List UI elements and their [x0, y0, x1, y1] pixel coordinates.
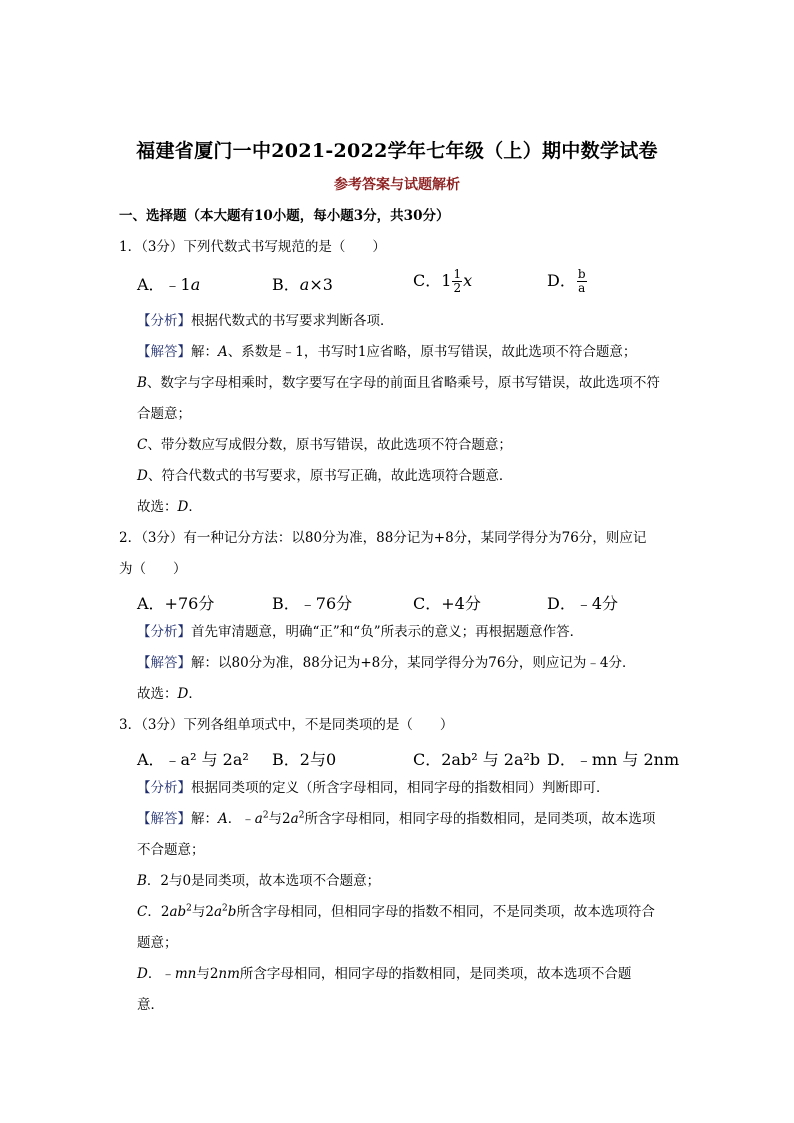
q3-answer-line-2: 不合题意； — [137, 842, 205, 858]
fraction: $\frac{1}{2}$ — [453, 267, 462, 295]
q2-stem-line-1: 2．（3分）有一种记分方法：以80分为准，88分记为+8分，某同学得分为76分，则应记 — [119, 530, 647, 546]
q3-answer-line-7: 意． — [137, 997, 164, 1013]
q3-answer-line-5: 题意； — [137, 935, 178, 951]
q3-option-a: A．﹣a² 与 2a² — [137, 750, 249, 769]
q3-option-d: D．﹣mn 与 2nm — [547, 750, 680, 769]
q1-analysis: 【分析】根据代数式的书写要求判断各项． — [137, 313, 394, 329]
q3-options — [0, 747, 794, 775]
q3-option-b: B．2与0 — [272, 750, 337, 769]
page-title: 福建省厦门一中2021-2022学年七年级（上）期中数学试卷 — [136, 140, 658, 162]
q1-answer-line-2: B、数字与字母相乘时，数字要写在字母的前面且省略乘号，原书写错误，故此选项不符 — [137, 375, 660, 391]
q1-answer-line-3: 合题意； — [137, 406, 191, 422]
q2-choice: 故选：D． — [137, 686, 202, 702]
q3-stem: 3．（3分）下列各组单项式中，不是同类项的是（ ） — [119, 717, 454, 733]
q3-answer-line-6: D．﹣mn与2nm所含字母相同，相同字母的指数相同，是同类项，故本选项不合题 — [137, 966, 632, 982]
q2-answer: 【解答】解：以80分为准，88分记为+8分，某同学得分为76分，则应记为﹣4分． — [137, 655, 636, 671]
q1-option-c: C．1 $\frac{1}{2}$ x — [413, 267, 473, 295]
q1-options — [0, 268, 794, 296]
q1-option-a: A．﹣1a — [137, 275, 201, 294]
section-heading: 一、选择题（本大题有10小题，每小题3分，共30分） — [119, 208, 450, 224]
q1-choice: 故选：D． — [137, 499, 202, 515]
q2-option-b: B．﹣76分 — [272, 594, 353, 613]
q1-answer-line-4: C、带分数应写成假分数，原书写错误，故此选项不符合题意； — [137, 437, 512, 453]
q1-option-d: D． $\frac{b}{a}$ — [547, 267, 586, 295]
q3-answer-line-1: 【解答】解：A．$﹣a^2$与$2a^2$所含字母相同，相同字母的指数相同，是同类项，故本选项 — [137, 810, 656, 827]
q3-answer-line-4: C．$2ab^2$与$2a^2b$所含字母相同，但相同字母的指数不相同，不是同类项，故本选项符合 — [137, 903, 655, 920]
fraction: $\frac{b}{a}$ — [577, 267, 586, 295]
q2-analysis: 【分析】首先审清题意，明确“正”和“负”所表示的意义；再根据题意作答． — [137, 624, 584, 640]
q1-stem: 1．（3分）下列代数式书写规范的是（ ） — [119, 239, 386, 255]
q1-option-b: B．a×3 — [272, 275, 333, 294]
q1-answer-line-1: 【解答】解：A、系数是﹣1，书写时1应省略，原书写错误，故此选项不符合题意； — [137, 344, 637, 360]
q2-option-d: D．﹣4分 — [547, 594, 619, 613]
q2-option-a: A．+76分 — [137, 594, 215, 613]
q1-answer-line-5: D、符合代数式的书写要求，原书写正确，故此选项符合题意． — [137, 468, 513, 484]
q3-answer-line-3: B．2与0是同类项，故本选项不合题意； — [137, 873, 381, 889]
q2-options — [0, 591, 794, 619]
q2-stem-line-2: 为（ ） — [119, 561, 187, 577]
q3-option-c: C．2ab² 与 2a²b — [413, 750, 541, 769]
page-subtitle: 参考答案与试题解析 — [334, 177, 460, 193]
q2-option-c: C．+4分 — [413, 594, 481, 613]
q3-analysis: 【分析】根据同类项的定义（所含字母相同，相同字母的指数相同）判断即可． — [137, 780, 610, 796]
